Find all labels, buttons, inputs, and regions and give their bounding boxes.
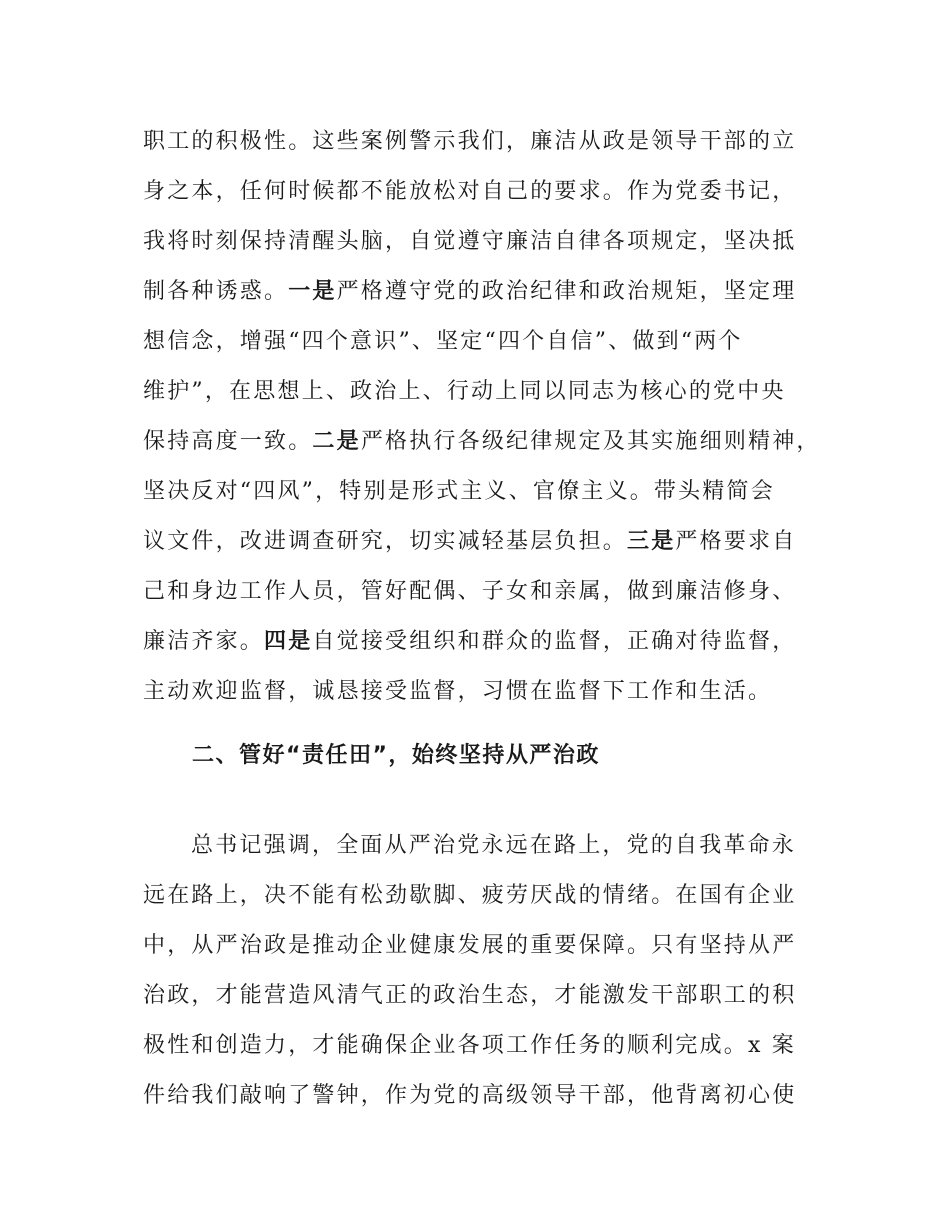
text-line: 维护”，在思想上、政治上、行动上同以同志为核心的党中央: [143, 379, 786, 404]
section-heading: 二、管好“责任田”，始终坚持从严治政: [192, 743, 600, 768]
text-run: 严格要求自: [675, 529, 797, 554]
bold-marker-first: 一是: [288, 279, 337, 304]
text-run: 自觉接受组织和群众的监督，正确对待监督，: [312, 629, 797, 654]
text-line: [143, 517, 813, 567]
text-line: 中，从严治政是推动企业健康发展的重要保障。只有坚持从严: [143, 933, 797, 958]
bold-marker-fourth: 四是: [264, 629, 313, 654]
text-run: 严格执行各级纪律规定及其实施细则精神，: [360, 429, 821, 454]
text-line: 我将时刻保持清醒头脑，自觉遵守廉洁自律各项规定，坚决抵: [143, 229, 797, 254]
text-line: 件给我们敲响了警钟，作为党的高级领导干部，他背离初心使: [143, 1083, 797, 1108]
text-run: 严格遵守党的政治纪律和政治规矩，坚定理: [336, 279, 797, 304]
text-line: 己和身边工作人员，管好配偶、子女和亲属，做到廉洁修身、: [143, 579, 797, 604]
text-line: 总书记强调，全面从严治党永远在路上，党的自我革命永: [191, 833, 797, 858]
text-line: 职工的积极性。这些案例警示我们，廉洁从政是领导干部的立: [143, 129, 797, 154]
text-run: 议文件，改进调查研究，切实减轻基层负担。: [143, 529, 628, 554]
text-line: [143, 617, 813, 667]
text-run: 制各种诱惑。: [143, 279, 289, 304]
bold-marker-third: 三是: [627, 529, 676, 554]
text-run: 保持高度一致。: [143, 429, 313, 454]
bold-marker-second: 二是: [312, 429, 361, 454]
paragraph-integrity: [143, 117, 821, 717]
text-line: 主动欢迎监督，诚恳接受监督，习惯在监督下工作和生活。: [143, 679, 773, 704]
text-line: 身之本，任何时候都不能放松对自己的要求。作为党委书记，: [143, 179, 797, 204]
text-line: 坚决反对“四风”，特别是形式主义、官僚主义。带头精简会: [143, 479, 775, 504]
text-line: [143, 417, 821, 467]
text-line: 想信念，增强“四个意识”、坚定“四个自信”、做到“两个: [143, 329, 743, 354]
text-line: 治政，才能营造风清气正的政治生态，才能激发干部职工的积: [143, 983, 797, 1008]
text-run: 廉洁齐家。: [143, 629, 265, 654]
text-line: [143, 267, 813, 317]
text-line: 极性和创造力，才能确保企业各项工作任务的顺利完成。x 案: [143, 1033, 797, 1058]
text-line: 远在路上，决不能有松劲歇脚、疲劳厌战的情绪。在国有企业: [143, 883, 797, 908]
paragraph-strict-governance: [143, 821, 813, 1121]
